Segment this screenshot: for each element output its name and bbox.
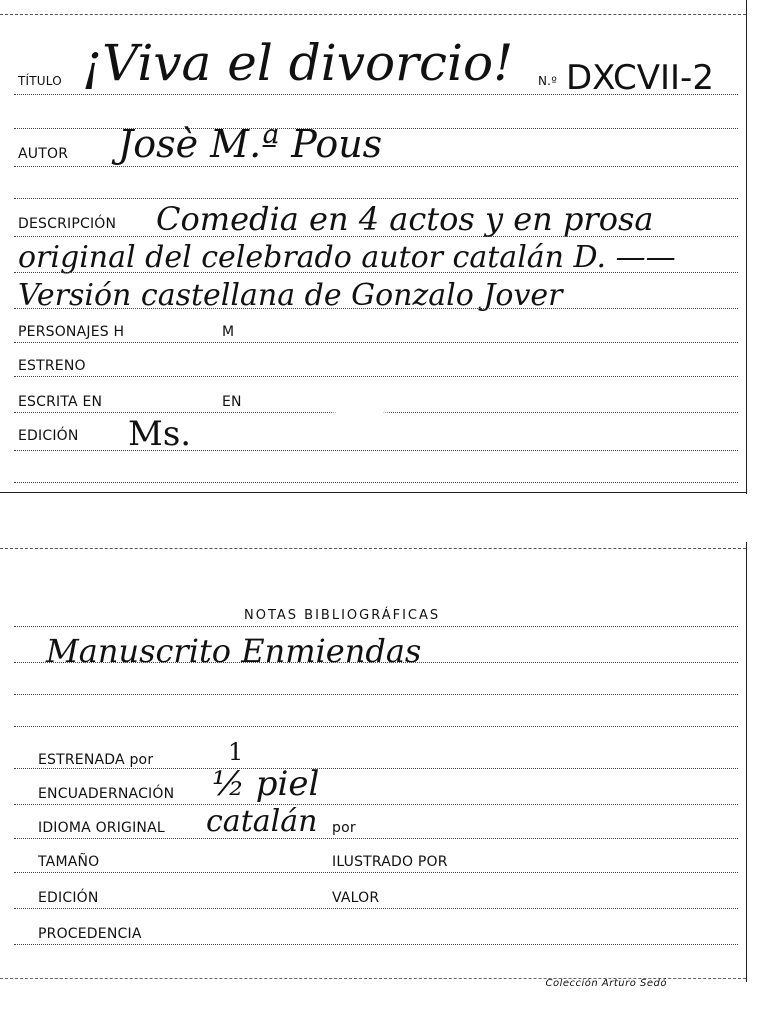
catalog-card-top [0, 0, 747, 494]
card-top-edge [0, 14, 746, 15]
rule-encuadernacion [14, 804, 738, 805]
en-label: EN [222, 394, 242, 410]
rule-edicion [14, 450, 738, 451]
card-bottom-edge [0, 492, 746, 493]
descripcion-line-3: Versión castellana de Gonzalo Jover [18, 278, 563, 313]
rule-titulo [14, 94, 738, 95]
stamp-smudge [336, 404, 384, 428]
encuadernacion-value: ½ piel [212, 764, 320, 804]
autor-label: AUTOR [18, 146, 69, 162]
rule-procedencia [14, 944, 738, 945]
numero-label: N.º [538, 74, 558, 88]
rule-notas-1 [14, 662, 738, 663]
edicion-label-bottom: EDICIÓN [38, 890, 99, 906]
edicion-value: Ms. [128, 414, 192, 454]
coleccion-credit: Colección Arturo Sedó [545, 978, 667, 989]
idioma-por-label: por [332, 820, 356, 836]
rule-notas-3 [14, 726, 738, 727]
idioma-value: catalán [206, 804, 318, 839]
rule-descripcion-2 [14, 272, 738, 273]
rule-blank-3 [14, 482, 738, 483]
rule-autor [14, 166, 738, 167]
estrenada-value: 1 [228, 738, 244, 766]
valor-label: VALOR [332, 890, 380, 906]
estreno-label: ESTRENO [18, 358, 86, 374]
encuadernacion-label: ENCUADERNACIÓN [38, 786, 175, 802]
rule-notas-title [14, 626, 738, 627]
rule-personajes [14, 342, 738, 343]
idioma-label: IDIOMA ORIGINAL [38, 820, 165, 836]
edicion-label: EDICIÓN [18, 428, 79, 444]
estrenada-label: ESTRENADA por [38, 752, 154, 768]
rule-tamano [14, 872, 738, 873]
rule-edicion-bottom [14, 908, 738, 909]
descripcion-line-2: original del celebrado autor catalán D. —— [18, 240, 676, 275]
rule-idioma [14, 838, 738, 839]
notas-bibliograficas-title: NOTAS BIBLIOGRÁFICAS [244, 608, 441, 623]
titulo-label: TÍTULO [18, 74, 62, 88]
notas-value: Manuscrito Enmiendas [46, 632, 422, 670]
numero-value: DXCVII-2 [566, 58, 714, 98]
rule-notas-2 [14, 694, 738, 695]
descripcion-label: DESCRIPCIÓN [18, 216, 117, 232]
rule-descripcion-1 [14, 236, 738, 237]
rule-estrenada [14, 768, 738, 769]
autor-value: Josè M.ª Pous [118, 122, 383, 166]
procedencia-label: PROCEDENCIA [38, 926, 142, 942]
tamano-label: TAMAÑO [38, 854, 100, 870]
escrita-en-label: ESCRITA EN [18, 394, 103, 410]
catalog-card-bottom [0, 542, 747, 982]
descripcion-line-1: Comedia en 4 actos y en prosa [156, 200, 654, 238]
ilustrado-label: ILUSTRADO POR [332, 854, 448, 870]
card-top-edge [0, 548, 746, 549]
rule-descripcion-3 [14, 308, 738, 309]
personajes-m-label: M [222, 324, 235, 340]
personajes-label: PERSONAJES H [18, 324, 125, 340]
rule-estreno [14, 376, 738, 377]
titulo-value: ¡Viva el divorcio! [82, 34, 514, 92]
rule-blank-2 [14, 198, 738, 199]
